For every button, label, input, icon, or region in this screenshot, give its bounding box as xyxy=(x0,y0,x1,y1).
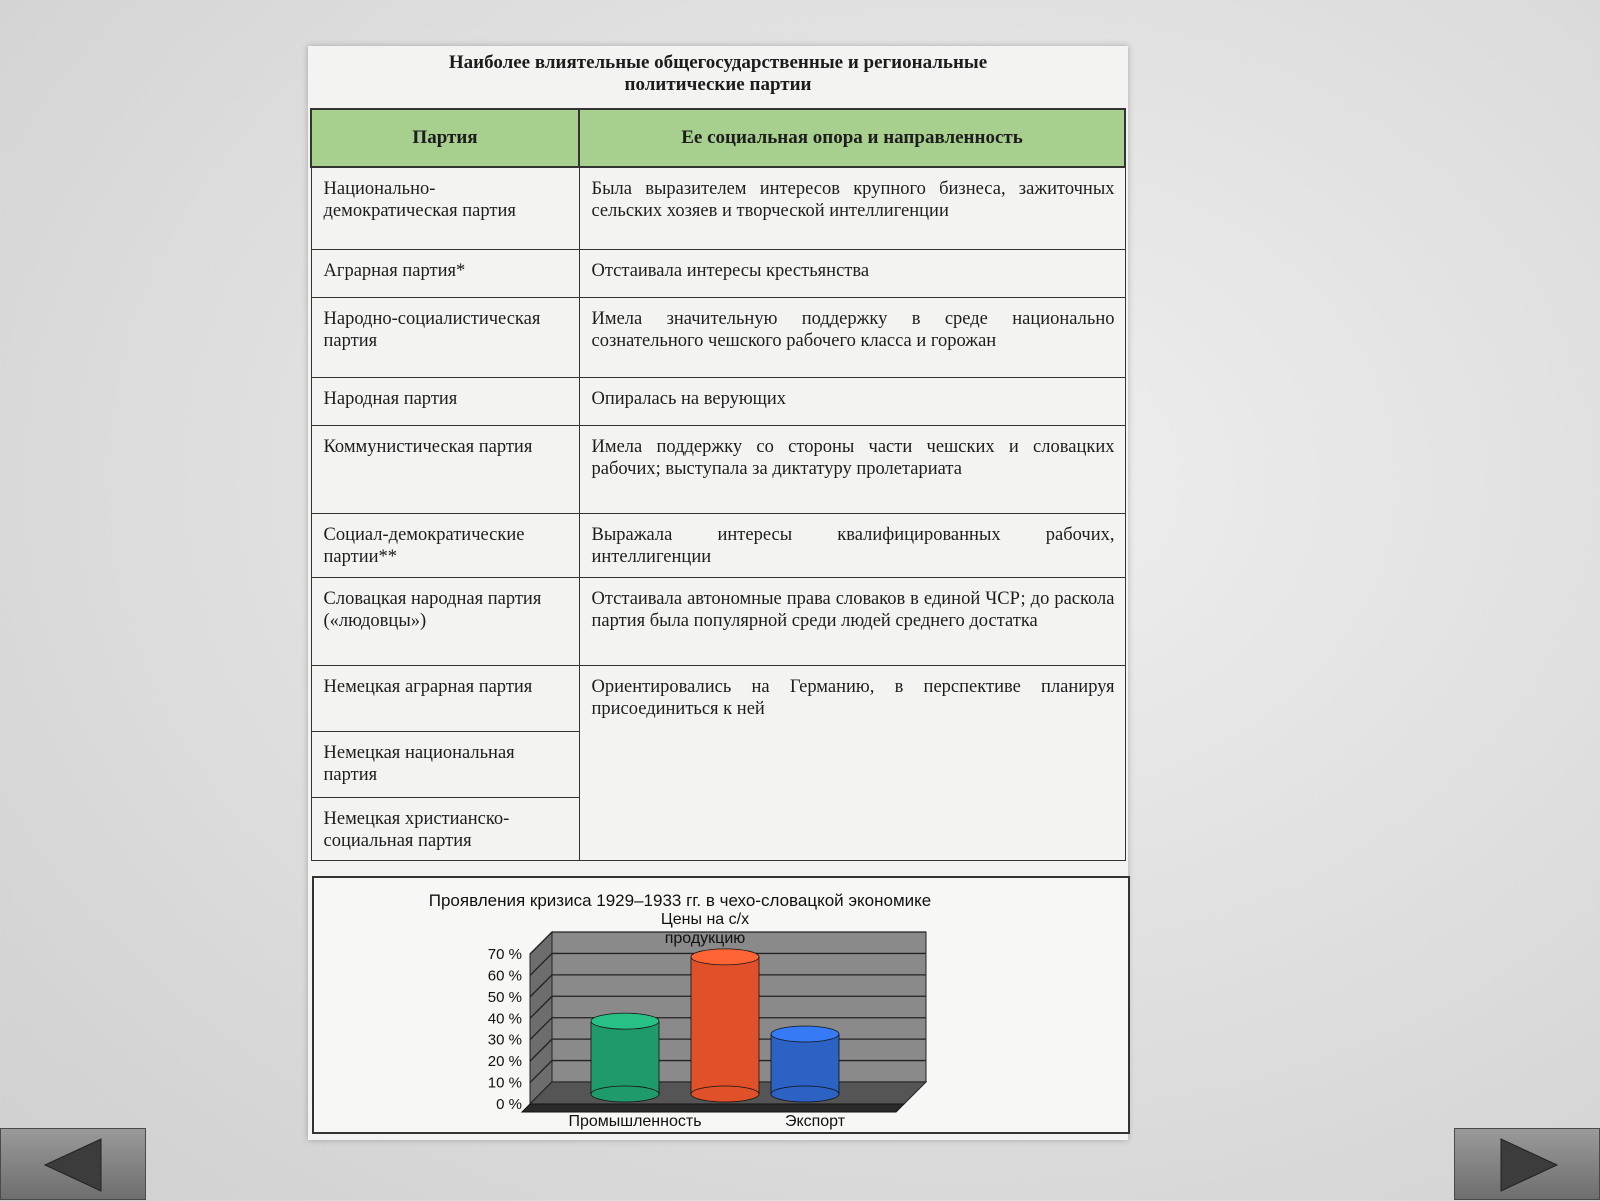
y-tick-label: 60 % xyxy=(487,967,522,985)
prev-slide-button[interactable] xyxy=(0,1128,146,1200)
party-opora: Отстаивала автономные права словаков в единой ЧСР; до раскола партия была популярной среди людей среднего достатка xyxy=(579,577,1125,665)
y-tick-label: 10 % xyxy=(487,1074,522,1092)
category-label: продукцию xyxy=(664,930,746,947)
table-row xyxy=(311,297,1125,377)
category-label: Цены на с/х xyxy=(660,911,750,928)
header-opora: Ее социальная опора и направленность xyxy=(579,109,1125,167)
party-opora: Выражала интересы квалифицированных рабочих, интеллигенции xyxy=(579,513,1125,577)
chart-title: Проявления кризиса 1929–1933 гг. в чехо-словацкой экономике xyxy=(428,891,932,910)
bar-base xyxy=(691,1086,759,1102)
table-row xyxy=(311,425,1125,513)
party-name: Народная партия xyxy=(311,377,579,425)
triangle-left-icon xyxy=(45,1139,101,1191)
bar xyxy=(591,1021,659,1094)
y-tick-label: 70 % xyxy=(487,946,522,963)
table-header-row xyxy=(311,109,1125,167)
y-tick-label: 50 % xyxy=(487,988,522,1006)
table-row xyxy=(311,167,1125,249)
party-name: Национально-демократическая партия xyxy=(311,167,579,249)
category-label: Промышленность xyxy=(568,1113,702,1130)
party-opora: Опиралась на верующих xyxy=(579,377,1125,425)
chart-side-wall xyxy=(530,932,552,1104)
party-name: Словацкая народная партия («людовцы») xyxy=(311,577,579,665)
next-slide-button[interactable] xyxy=(1454,1128,1600,1200)
bar-top xyxy=(691,949,759,965)
table-row xyxy=(311,249,1125,297)
party-name: Аграрная партия* xyxy=(311,249,579,297)
bar-base xyxy=(591,1086,659,1102)
party-name: Социал-демократические партии** xyxy=(311,513,579,577)
party-name: Немецкая национальная партия xyxy=(311,731,579,797)
table-title-line1: Наиболее влиятельные общегосударственные и региональные xyxy=(448,52,988,73)
table-title xyxy=(308,52,1128,108)
header-party: Партия xyxy=(311,109,579,167)
party-name: Немецкая христианско-социальная партия xyxy=(311,797,579,860)
crisis-chart xyxy=(312,876,1130,1134)
party-name: Немецкая аграрная партия xyxy=(311,665,579,731)
party-opora: Имела поддержку со стороны части чешских и словацких рабочих; выступала за диктатуру пролетариата xyxy=(579,425,1125,513)
parties-table xyxy=(310,108,1126,861)
party-opora: Была выразителем интересов крупного бизнеса, зажиточных сельских хозяев и творческой интеллигенции xyxy=(579,167,1125,249)
party-opora: Имела значительную поддержку в среде национально сознательного чешского рабочего класса и горожан xyxy=(579,297,1125,377)
y-tick-label: 30 % xyxy=(487,1031,522,1049)
party-opora: Ориентировались на Германию, в перспективе планируя присоединиться к ней xyxy=(579,665,1125,860)
bar xyxy=(771,1034,839,1094)
bar-base xyxy=(771,1086,839,1102)
table-row xyxy=(311,665,1125,731)
table-row xyxy=(311,577,1125,665)
category-label: Экспорт xyxy=(784,1113,846,1130)
textbook-page xyxy=(308,46,1128,1140)
chart-floor-edge xyxy=(522,1104,904,1112)
triangle-right-icon xyxy=(1501,1139,1557,1191)
bar xyxy=(691,957,759,1094)
table-row xyxy=(311,513,1125,577)
table-title-line2: политические партии xyxy=(624,74,812,95)
bar-top xyxy=(591,1013,659,1029)
party-name: Коммунистическая партия xyxy=(311,425,579,513)
party-name: Народно-социалистическая партия xyxy=(311,297,579,377)
chart-svg xyxy=(314,878,1128,1132)
party-opora: Отстаивала интересы крестьянства xyxy=(579,249,1125,297)
bar-top xyxy=(771,1026,839,1042)
y-tick-label: 40 % xyxy=(487,1010,522,1028)
table-row xyxy=(311,377,1125,425)
y-tick-label: 20 % xyxy=(487,1053,522,1071)
y-tick-label: 0 % xyxy=(496,1096,522,1113)
